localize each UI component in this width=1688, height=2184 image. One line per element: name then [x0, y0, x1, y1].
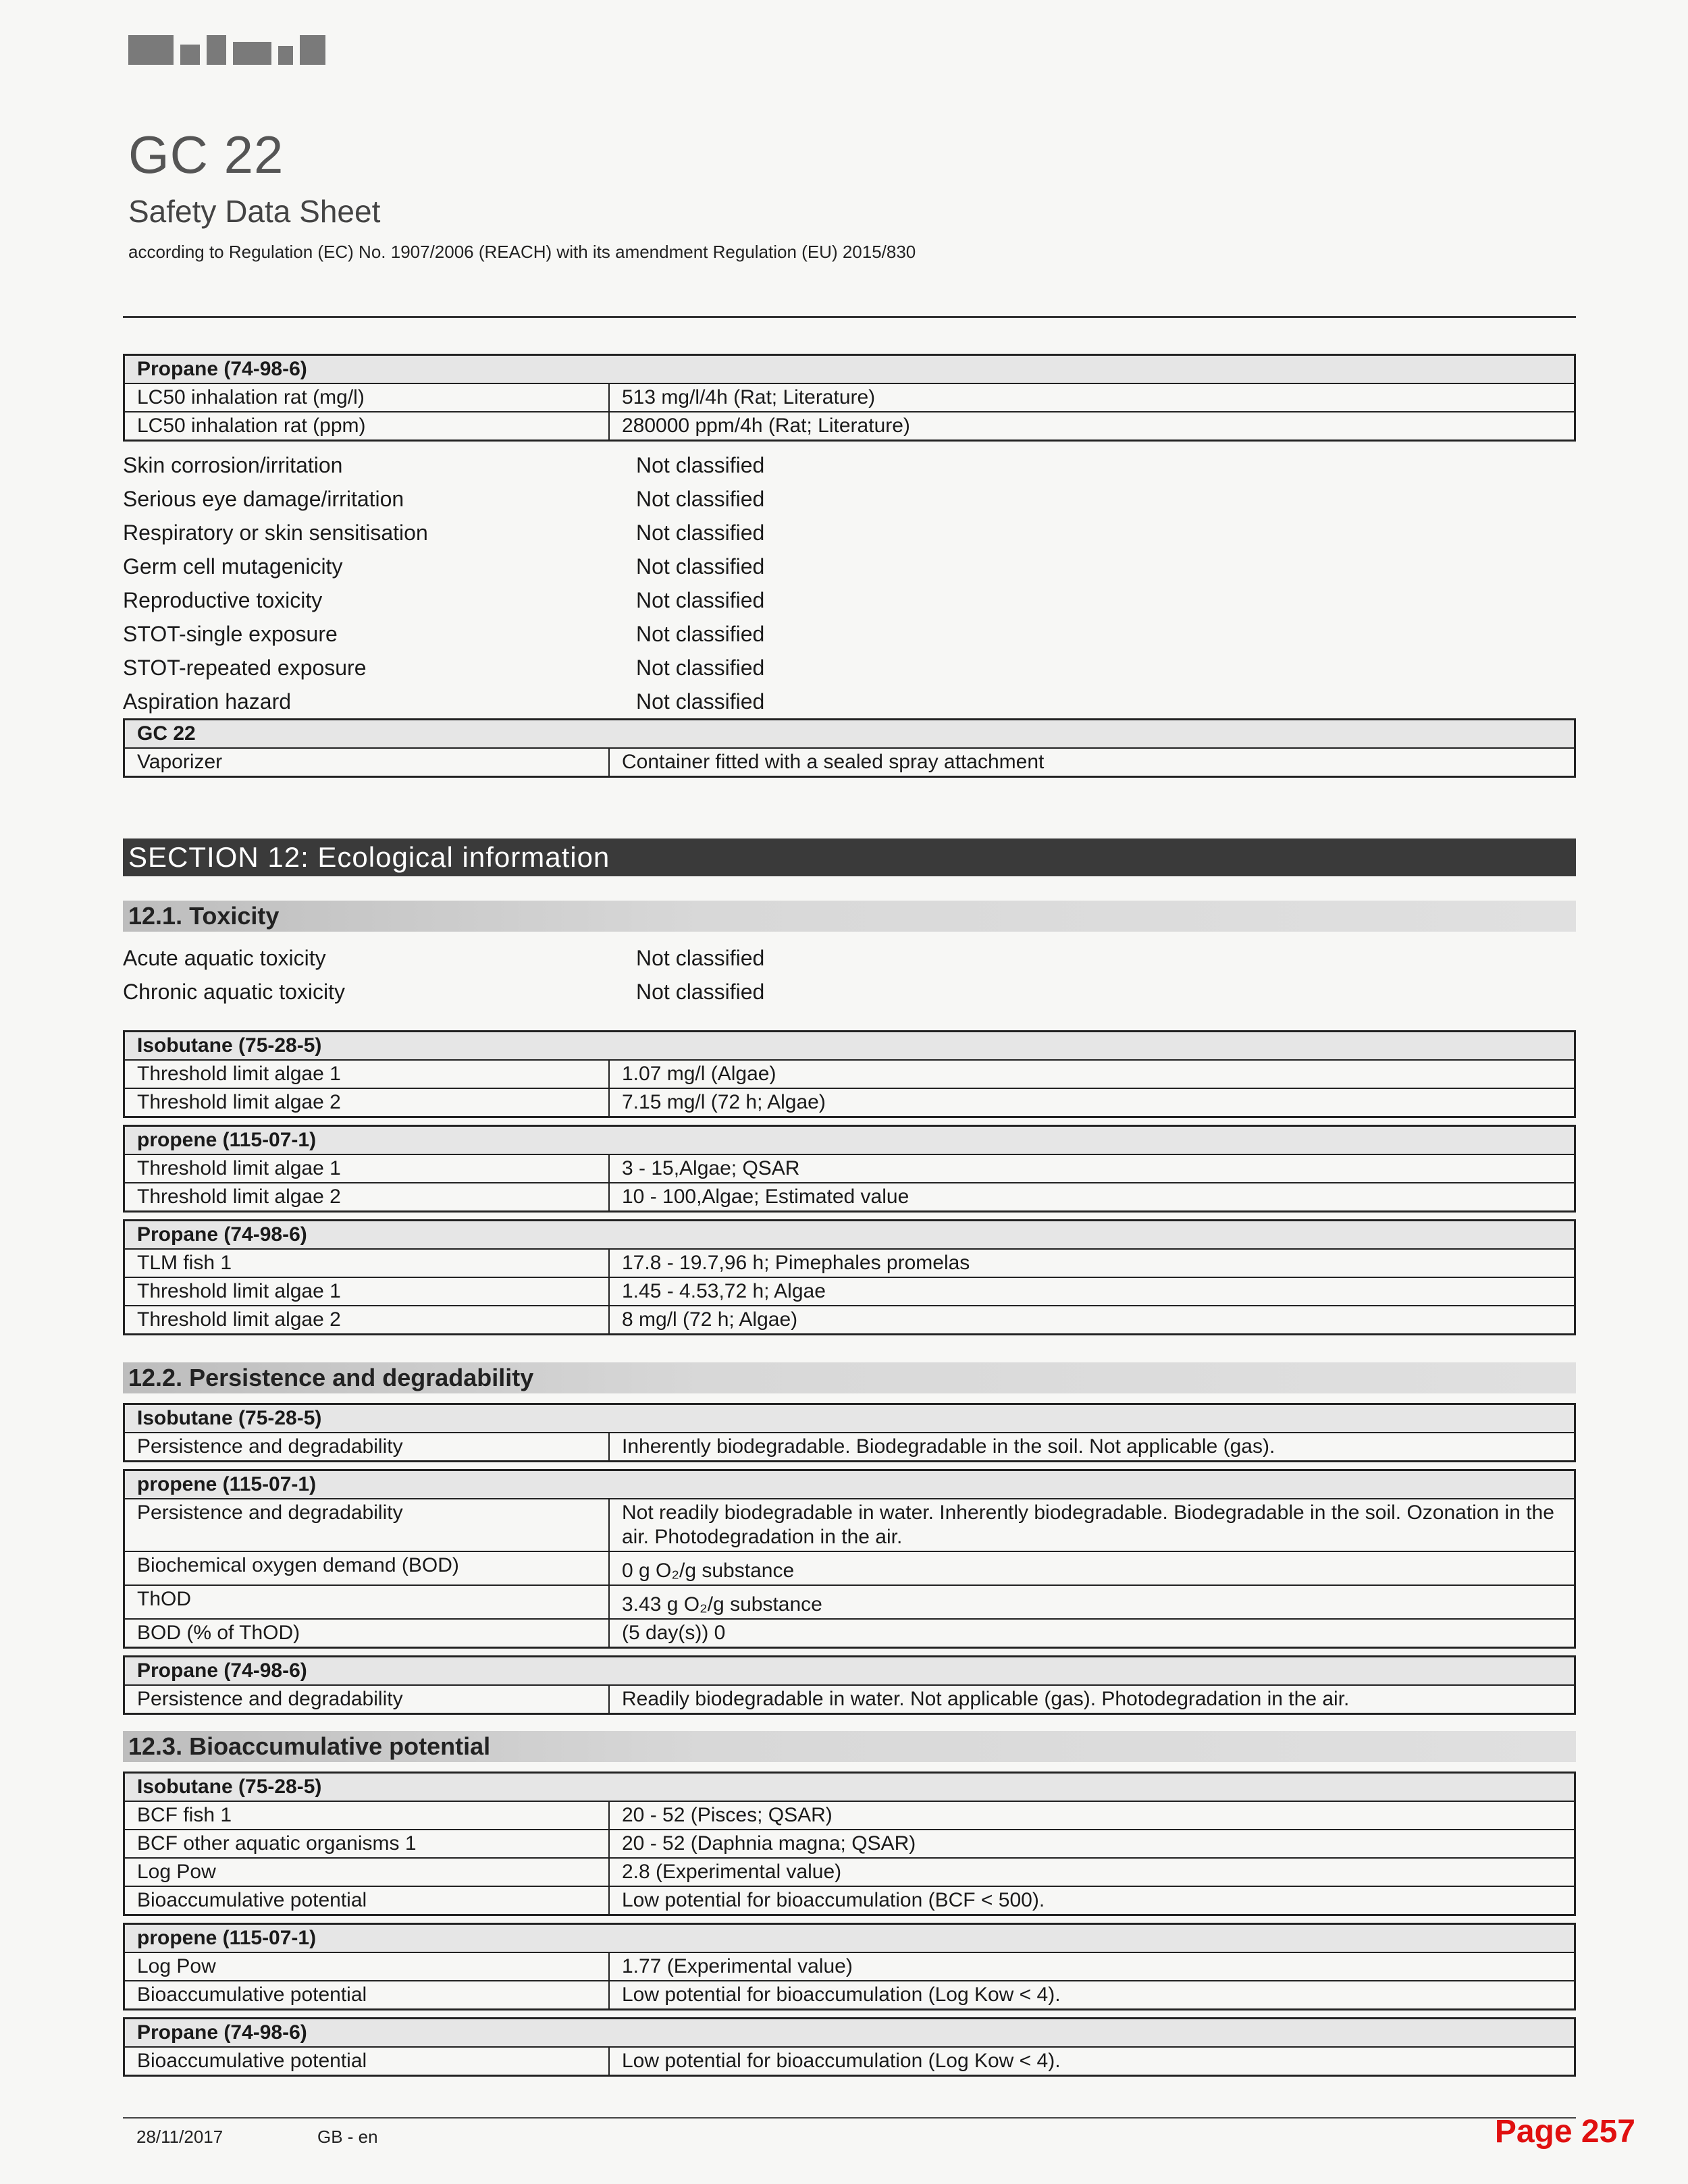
table-row: Persistence and degradability Inherently biodegradable. Biodegradable in the soil. Not applicable (gas). — [124, 1433, 1575, 1462]
table-title: Propane (74-98-6) — [124, 1657, 1575, 1686]
list-item: STOT-single exposure Not classified — [123, 622, 765, 646]
table-row: LC50 inhalation rat (mg/l) 513 mg/l/4h (Rat; Literature) — [124, 383, 1575, 412]
table-row: Threshold limit algae 1 3 - 15,Algae; QSAR — [124, 1154, 1575, 1183]
table-row: BOD (% of ThOD) (5 day(s)) 0 — [124, 1619, 1575, 1648]
page-number: Page 257 — [1494, 2114, 1635, 2150]
table-row: Threshold limit algae 1 1.45 - 4.53,72 h; Algae — [124, 1277, 1575, 1306]
list-item: Reproductive toxicity Not classified — [123, 588, 765, 612]
list-item: Germ cell mutagenicity Not classified — [123, 554, 765, 579]
title-block — [128, 125, 916, 263]
propene-toxicity-table — [123, 1125, 1576, 1213]
table-title: Isobutane (75-28-5) — [124, 1773, 1575, 1802]
isobutane-bioaccumulative-table — [123, 1772, 1576, 1916]
footer-date: 28/11/2017 — [136, 2127, 223, 2147]
doc-type: Safety Data Sheet — [128, 194, 381, 229]
subsection-toxicity-title: 12.1. Toxicity — [123, 901, 1576, 932]
table-row: Bioaccumulative potential Low potential for bioaccumulation (BCF < 500). — [124, 1886, 1575, 1915]
isobutane-toxicity-table — [123, 1030, 1576, 1118]
subsection-persistence-title: 12.2. Persistence and degradability — [123, 1362, 1576, 1393]
footer-language: GB - en — [317, 2127, 378, 2147]
table-row: Threshold limit algae 2 7.15 mg/l (72 h; Algae) — [124, 1088, 1575, 1117]
table-row: Persistence and degradability Readily biodegradable in water. Not applicable (gas). Photodegradation in the air. — [124, 1685, 1575, 1714]
table-row: Threshold limit algae 1 1.07 mg/l (Algae) — [124, 1060, 1575, 1088]
list-item: Respiratory or skin sensitisation Not classified — [123, 521, 765, 545]
regulation-note: according to Regulation (EC) No. 1907/2006 (REACH) with its amendment Regulation (EU) 2015/830 — [128, 242, 916, 262]
table-row: LC50 inhalation rat (ppm) 280000 ppm/4h (Rat; Literature) — [124, 412, 1575, 441]
table-title: propene (115-07-1) — [124, 1924, 1575, 1953]
doc-code: GC 22 — [128, 125, 284, 184]
list-item: STOT-repeated exposure Not classified — [123, 656, 765, 680]
table-row: Bioaccumulative potential Low potential for bioaccumulation (Log Kow < 4). — [124, 1981, 1575, 2010]
propane-eco-toxicity-table — [123, 1219, 1576, 1335]
propene-persistence-table — [123, 1469, 1576, 1649]
propene-bioaccumulative-table — [123, 1923, 1576, 2010]
list-item: Serious eye damage/irritation Not classified — [123, 487, 765, 511]
table-row: Persistence and degradability Not readily biodegradable in water. Inherently biodegradable. Biodegradable in the soil. Ozonation in the air. Photodegradation in the air. — [124, 1499, 1575, 1551]
table-row: BCF other aquatic organisms 1 20 - 52 (Daphnia magna; QSAR) — [124, 1830, 1575, 1858]
list-item: Aspiration hazard Not classified — [123, 689, 765, 714]
table-title: Isobutane (75-28-5) — [124, 1404, 1575, 1433]
company-logo — [128, 35, 325, 65]
table-row: Log Pow 2.8 (Experimental value) — [124, 1858, 1575, 1886]
table-row: Vaporizer Container fitted with a sealed spray attachment — [124, 748, 1575, 777]
table-row: Bioaccumulative potential Low potential for bioaccumulation (Log Kow < 4). — [124, 2047, 1575, 2076]
table-row: Biochemical oxygen demand (BOD) 0 g O₂/g substance — [124, 1551, 1575, 1585]
table-row: TLM fish 1 17.8 - 19.7,96 h; Pimephales promelas — [124, 1249, 1575, 1277]
propane-toxicity-table — [123, 354, 1576, 442]
gc22-table — [123, 718, 1576, 778]
table-title: propene (115-07-1) — [124, 1126, 1575, 1155]
propane-bioaccumulative-table — [123, 2017, 1576, 2077]
header-divider — [123, 316, 1576, 318]
list-item: Skin corrosion/irritation Not classified — [123, 453, 765, 477]
table-row: ThOD 3.43 g O₂/g substance — [124, 1585, 1575, 1619]
document-body — [123, 354, 1576, 2083]
hazard-list — [123, 448, 1576, 718]
list-item: Chronic aquatic toxicity Not classified — [123, 980, 765, 1004]
table-row: Threshold limit algae 2 8 mg/l (72 h; Algae) — [124, 1306, 1575, 1335]
table-row: Threshold limit algae 2 10 - 100,Algae; Estimated value — [124, 1183, 1575, 1212]
table-title: Isobutane (75-28-5) — [124, 1032, 1575, 1061]
list-item: Acute aquatic toxicity Not classified — [123, 946, 765, 970]
table-title: Propane (74-98-6) — [124, 355, 1575, 384]
table-title: Propane (74-98-6) — [124, 2019, 1575, 2048]
isobutane-persistence-table — [123, 1403, 1576, 1462]
section-12-title: SECTION 12: Ecological information — [123, 838, 1576, 876]
table-title: Propane (74-98-6) — [124, 1221, 1575, 1250]
footer-divider — [123, 2117, 1576, 2119]
table-title: propene (115-07-1) — [124, 1470, 1575, 1499]
table-title: GC 22 — [124, 720, 1575, 749]
table-row: Log Pow 1.77 (Experimental value) — [124, 1952, 1575, 1981]
subsection-bioaccumulative-title: 12.3. Bioaccumulative potential — [123, 1731, 1576, 1762]
table-row: BCF fish 1 20 - 52 (Pisces; QSAR) — [124, 1801, 1575, 1830]
propane-persistence-table — [123, 1655, 1576, 1715]
